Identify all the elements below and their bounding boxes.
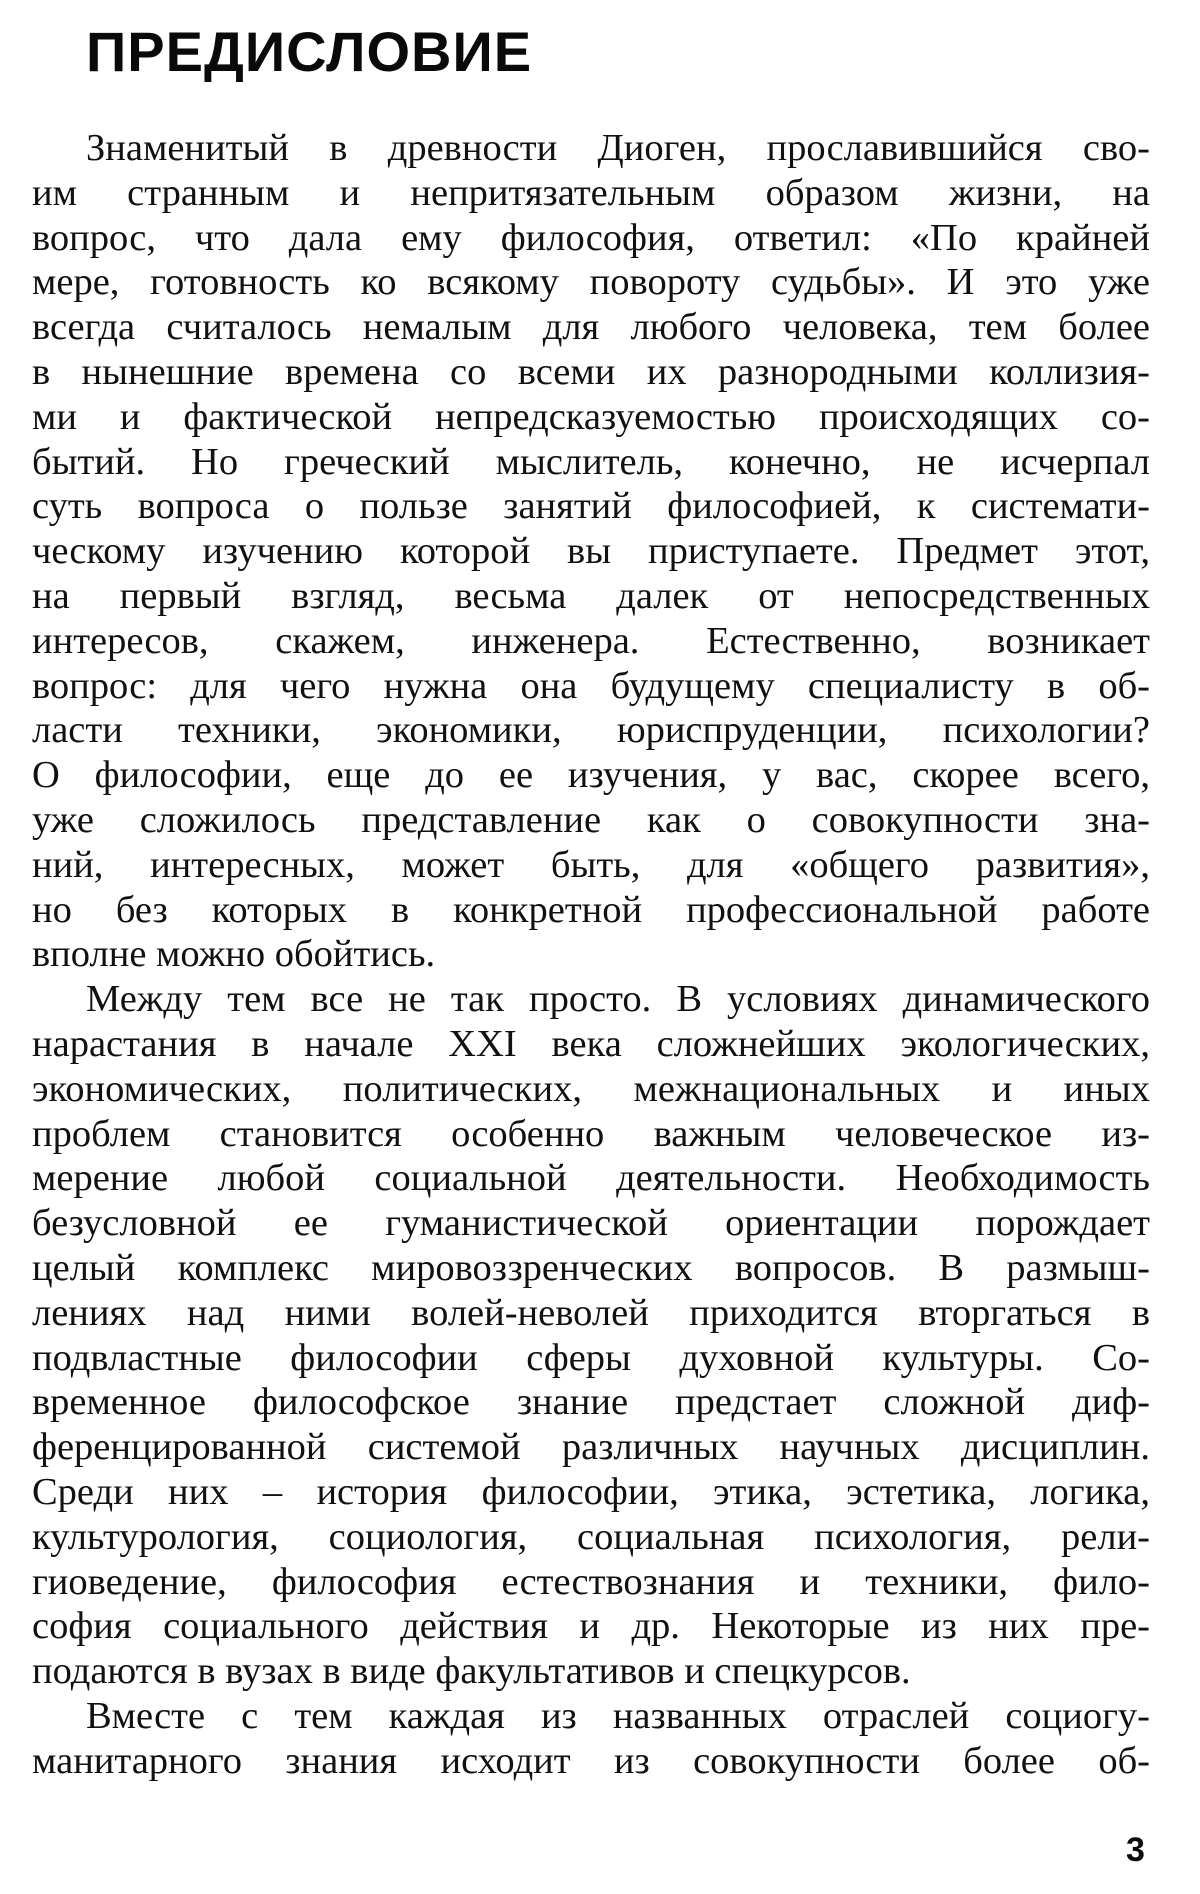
text-line: Среди них – история философии, этика, эстетика, логика, — [32, 1470, 1150, 1513]
text-line: ческому изучению которой вы приступаете. Предмет этот, — [32, 530, 1150, 573]
text-line: в нынешние времена со всеми их разнородными коллизия- — [32, 350, 1150, 393]
text-line: ласти техники, экономики, юриспруденции, психологии? — [32, 709, 1150, 752]
text-line: вопрос, что дала ему философия, ответил: «По крайней — [32, 216, 1150, 259]
text-line: суть вопроса о пользе занятий философией, к системати- — [32, 485, 1150, 528]
text-line: на первый взгляд, весьма далек от непосредственных — [32, 574, 1150, 617]
text-line: целый комплекс мировоззренческих вопросов. В размыш- — [32, 1246, 1150, 1289]
text-line: гиоведение, философия естествознания и техники, фило- — [32, 1560, 1150, 1603]
text-line: безусловной ее гуманистической ориентации порождает — [32, 1202, 1150, 1245]
text-line: всегда считалось немалым для любого человека, тем более — [32, 306, 1150, 349]
text-line: временное философское знание предстает сложной диф- — [32, 1381, 1150, 1424]
text-line: ференцированной системой различных научных дисциплин. — [32, 1426, 1150, 1469]
text-line: манитарного знания исходит из совокупности более об- — [32, 1739, 1150, 1782]
text-line: ми и фактической непредсказуемостью происходящих со- — [32, 395, 1150, 438]
text-line: Между тем все не так просто. В условиях динамического — [86, 978, 1150, 1021]
text-line: подвластные философии сферы духовной культуры. Со- — [32, 1336, 1150, 1379]
text-line: интересов, скажем, инженера. Естественно, возникает — [32, 619, 1150, 662]
chapter-heading: ПРЕДИСЛОВИЕ — [86, 20, 533, 83]
text-line: вопрос: для чего нужна она будущему специалисту в об- — [32, 664, 1150, 707]
text-line: им странным и непритязательным образом жизни, на — [32, 171, 1150, 214]
text-line: проблем становится особенно важным человеческое из- — [32, 1112, 1150, 1155]
text-line: но без которых в конкретной профессиональной работе — [32, 888, 1150, 931]
text-line: культурология, социология, социальная психология, рели- — [32, 1515, 1150, 1558]
text-line: Вместе с тем каждая из названных отраслей социогу- — [86, 1694, 1150, 1737]
text-line: вполне можно обойтись. — [32, 933, 436, 976]
text-line: Знаменитый в древности Диоген, прославившийся сво- — [86, 127, 1150, 169]
text-line: софия социального действия и др. Некоторые из них пре- — [32, 1605, 1150, 1648]
text-line: бытий. Но греческий мыслитель, конечно, не исчерпал — [32, 440, 1150, 483]
text-line: нарастания в начале XXI века сложнейших экологических, — [32, 1022, 1150, 1065]
text-line: экономических, политических, межнациональных и иных — [32, 1067, 1150, 1110]
text-line: мерение любой социальной деятельности. Необходимость — [32, 1157, 1150, 1200]
text-line: уже сложилось представление как о совокупности зна- — [32, 798, 1150, 841]
text-line: О философии, еще до ее изучения, у вас, скорее всего, — [32, 754, 1150, 797]
body-text — [32, 126, 1150, 1783]
text-line: ний, интересных, может быть, для «общего развития», — [32, 843, 1150, 886]
page-number: 3 — [1126, 1831, 1145, 1869]
text-line: подаются в вузах в виде факультативов и спецкурсов. — [32, 1650, 911, 1693]
text-line: лениях над ними волей-неволей приходится вторгаться в — [32, 1291, 1150, 1334]
text-line: мере, готовность ко всякому повороту судьбы». И это уже — [32, 261, 1150, 304]
